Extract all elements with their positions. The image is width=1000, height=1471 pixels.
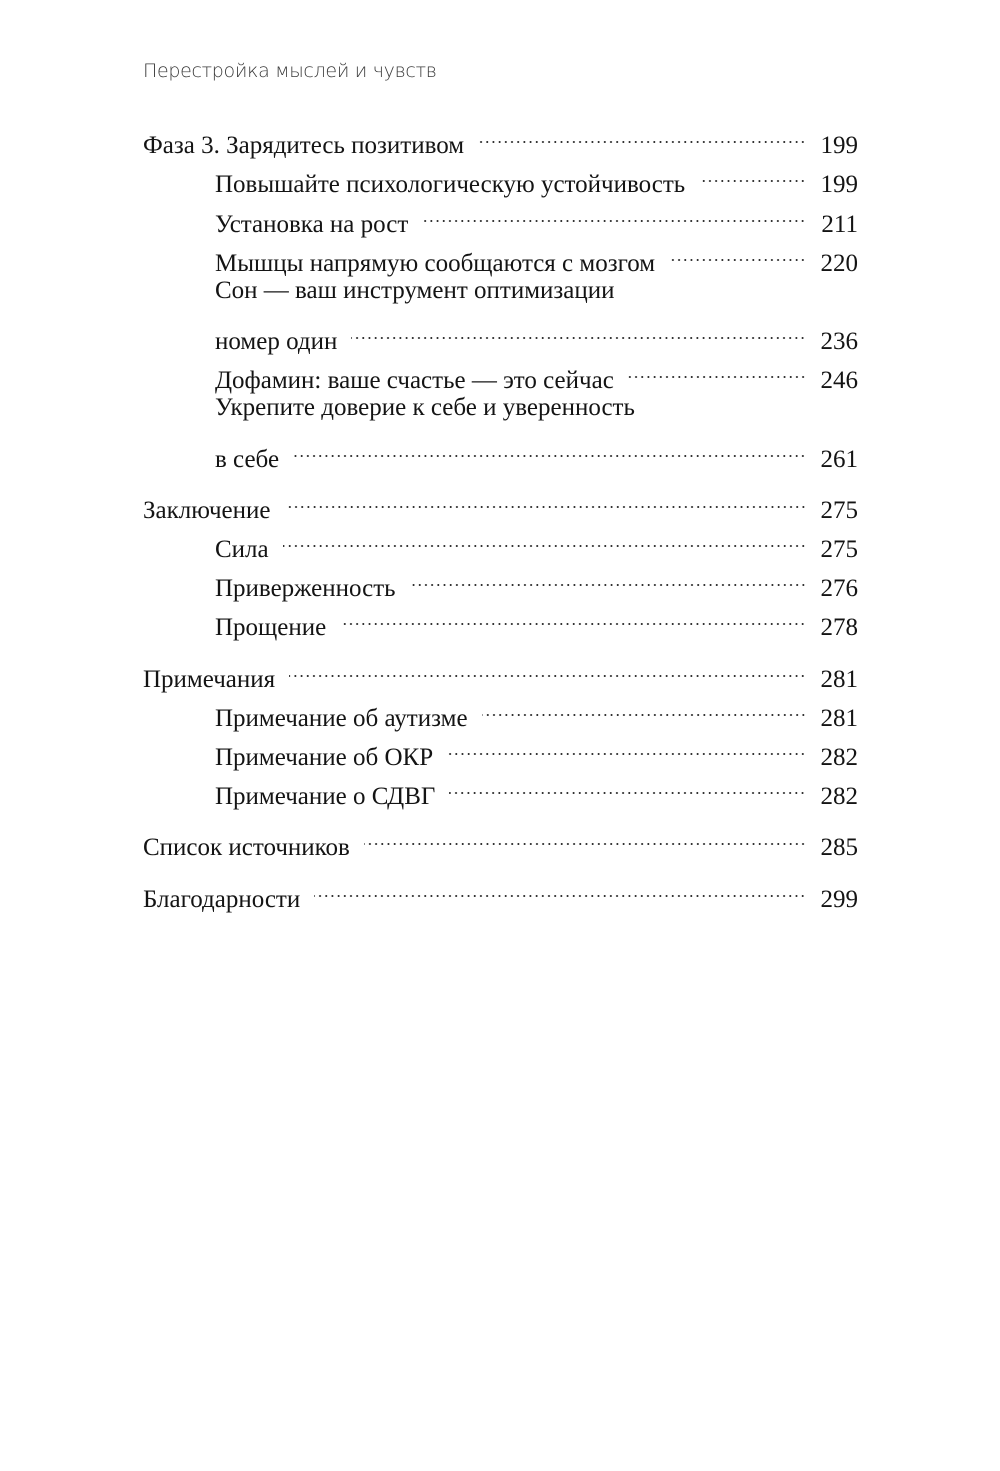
dot-leader	[293, 428, 806, 467]
dot-leader	[314, 867, 806, 906]
toc-entry-page: 282	[820, 783, 858, 811]
toc-section-phase-3	[143, 114, 858, 473]
toc-section-references	[143, 816, 858, 862]
toc-entry-title-line2: номер один	[215, 328, 338, 356]
toc-section-notes	[143, 647, 858, 811]
toc-entry-title: Приверженность	[215, 575, 396, 603]
toc-entry-title: Примечание об аутизме	[215, 704, 468, 732]
toc-entry-title-line1: Укрепите доверие к себе и уверенность	[215, 394, 635, 422]
toc-entry[interactable]	[143, 816, 858, 862]
toc-entry-continuation	[143, 428, 858, 473]
toc-section-acknowledgements	[143, 867, 858, 913]
toc-entry-title: Заключение	[143, 496, 271, 524]
toc-entry-title-line1: Сон — ваш инструмент оптимизации	[215, 276, 615, 304]
toc-entry-page: 199	[820, 132, 858, 160]
toc-entry-page: 276	[820, 575, 858, 603]
toc-entry-title: Сила	[215, 536, 269, 564]
toc-entry[interactable]	[143, 114, 858, 160]
dot-leader	[422, 192, 806, 231]
toc-entry-title: Дофамин: ваше счастье — это сейчас	[215, 367, 614, 395]
dot-leader	[410, 557, 806, 596]
toc-entry[interactable]	[143, 479, 858, 524]
toc-entry-title: Список источников	[143, 834, 350, 862]
toc-entry-page: 278	[820, 614, 858, 642]
toc-entry[interactable]	[143, 647, 858, 693]
dot-leader	[283, 518, 806, 557]
toc-entry-page: 220	[820, 249, 858, 277]
dot-leader	[628, 349, 806, 388]
toc-entry-page: 261	[820, 445, 858, 473]
toc-entry-continuation	[143, 310, 858, 356]
toc-entry-page: 236	[820, 328, 858, 356]
dot-leader	[447, 726, 806, 765]
toc-entry[interactable]	[143, 867, 858, 913]
toc-entry-title: Примечание об ОКР	[215, 744, 434, 771]
toc-entry-page: 281	[820, 704, 858, 732]
toc-entry-title: Фаза 3. Зарядитесь позитивом	[143, 132, 465, 160]
dot-leader	[351, 310, 806, 349]
dot-leader	[285, 479, 807, 518]
toc-entry-title: Примечания	[143, 665, 276, 693]
toc-entry-page: 282	[820, 744, 858, 771]
toc-subentry-multiline[interactable]	[143, 271, 858, 356]
toc-entry-title: Примечание о СДВГ	[215, 783, 436, 811]
dot-leader	[699, 153, 806, 192]
toc-entry-page: 299	[820, 885, 858, 913]
dot-leader	[340, 596, 806, 635]
dot-leader	[449, 765, 806, 804]
toc-entry-page: 246	[820, 367, 858, 395]
table-of-contents	[143, 114, 858, 919]
toc-entry-page: 275	[820, 536, 858, 564]
toc-entry-title: Установка на рост	[215, 210, 409, 238]
dot-leader	[478, 114, 806, 153]
toc-entry-page: 281	[820, 665, 858, 693]
toc-entry-title: Мышцы напрямую сообщаются с мозгом	[215, 249, 656, 277]
dot-leader	[364, 816, 806, 855]
toc-entry-title: Повышайте психологическую устойчивость	[215, 171, 686, 199]
toc-entry-title: Прощение	[215, 614, 327, 642]
toc-entry-page: 199	[820, 171, 858, 199]
toc-entry-page: 211	[821, 210, 858, 238]
toc-entry-page: 275	[820, 496, 858, 524]
dot-leader	[482, 687, 806, 726]
toc-entry-title-line2: в себе	[215, 445, 280, 473]
running-header: Перестройка мыслей и чувств	[143, 60, 437, 82]
toc-entry-page: 285	[820, 834, 858, 862]
toc-section-conclusion	[143, 479, 858, 642]
toc-entry-title: Благодарности	[143, 885, 301, 913]
dot-leader	[669, 232, 806, 271]
dot-leader	[289, 647, 806, 686]
toc-subentry-multiline[interactable]	[143, 388, 858, 473]
